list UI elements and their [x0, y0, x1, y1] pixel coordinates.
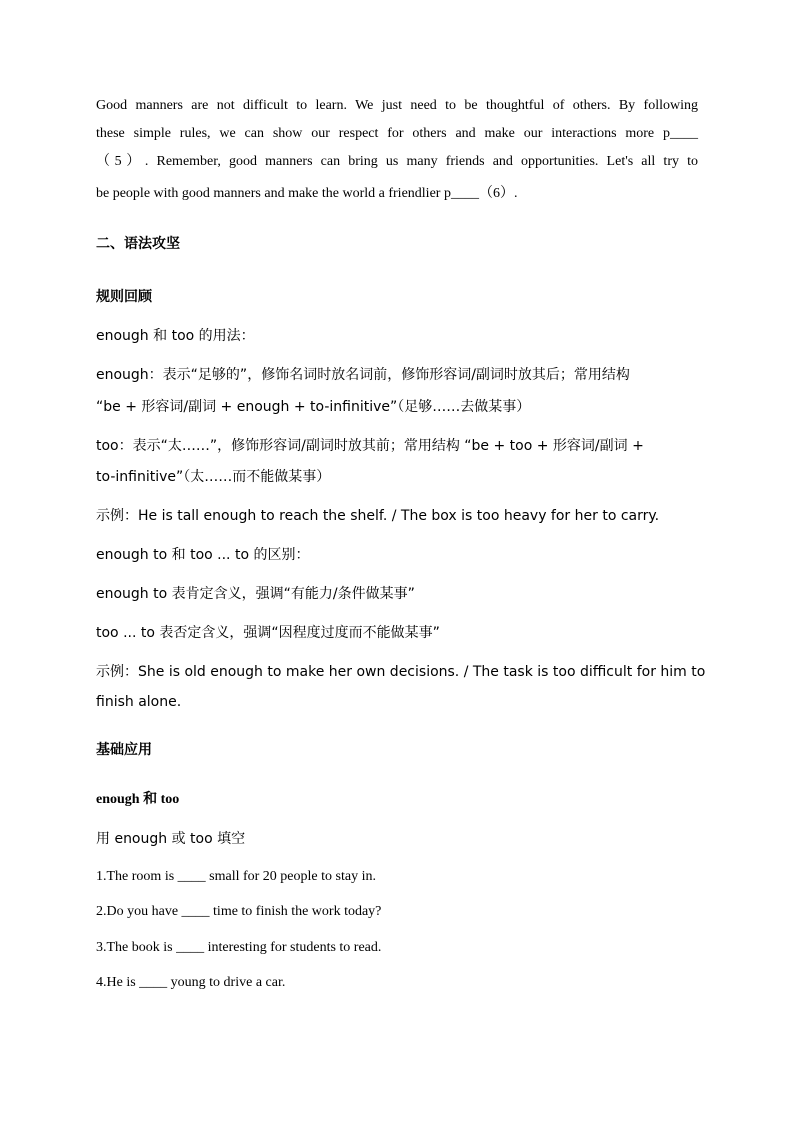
passage-line: these simple rules, we can show our respect for others and make our interactions more p____	[96, 126, 698, 141]
exercise-item: 4.He is ____ young to drive a car.	[96, 975, 286, 990]
exercise-item: 2.Do you have ____ time to finish the work today?	[96, 904, 382, 919]
difference-line: enough to 表肯定含义，强调“有能力/条件做某事”	[96, 586, 415, 602]
passage-line: Good manners are not difficult to learn. We just need to be thoughtful of others. By following	[96, 98, 698, 113]
passage-line: （5）. Remember, good manners can bring us many friends and opportunities. Let's all try to	[96, 154, 698, 169]
usage-title: enough 和 too 的用法：	[96, 328, 255, 344]
application-subtitle: enough 和 too	[96, 792, 180, 807]
enough-rule-line: “be + 形容词/副词 + enough + to-infinitive”（足够……去做某事）	[96, 399, 531, 415]
section-title: 二、语法攻坚	[96, 236, 180, 252]
example-line: 示例：He is tall enough to reach the shelf. / The box is too heavy for her to carry.	[96, 508, 660, 524]
rules-title: 规则回顾	[96, 289, 152, 305]
example-line: finish alone.	[96, 694, 182, 710]
enough-rule-line: enough：表示“足够的”，修饰名词时放名词前，修饰形容词/副词时放其后；常用结构	[96, 367, 630, 383]
exercise-item: 3.The book is ____ interesting for students to read.	[96, 940, 382, 955]
too-rule-line: too：表示“太……”，修饰形容词/副词时放其前；常用结构 “be + too + 形容词/副词 +	[96, 438, 644, 454]
difference-title: enough to 和 too ... to 的区别：	[96, 547, 310, 563]
example-line: 示例：She is old enough to make her own decisions. / The task is too difficult for him to	[96, 664, 706, 680]
too-rule-line: to-infinitive”（太……而不能做某事）	[96, 469, 331, 485]
instruction: 用 enough 或 too 填空	[96, 831, 246, 847]
difference-line: too ... to 表否定含义，强调“因程度过度而不能做某事”	[96, 625, 440, 641]
passage-line: be people with good manners and make the world a friendlier p____（6）.	[96, 186, 518, 201]
exercise-item: 1.The room is ____ small for 20 people to stay in.	[96, 869, 376, 884]
application-title: 基础应用	[96, 742, 152, 758]
